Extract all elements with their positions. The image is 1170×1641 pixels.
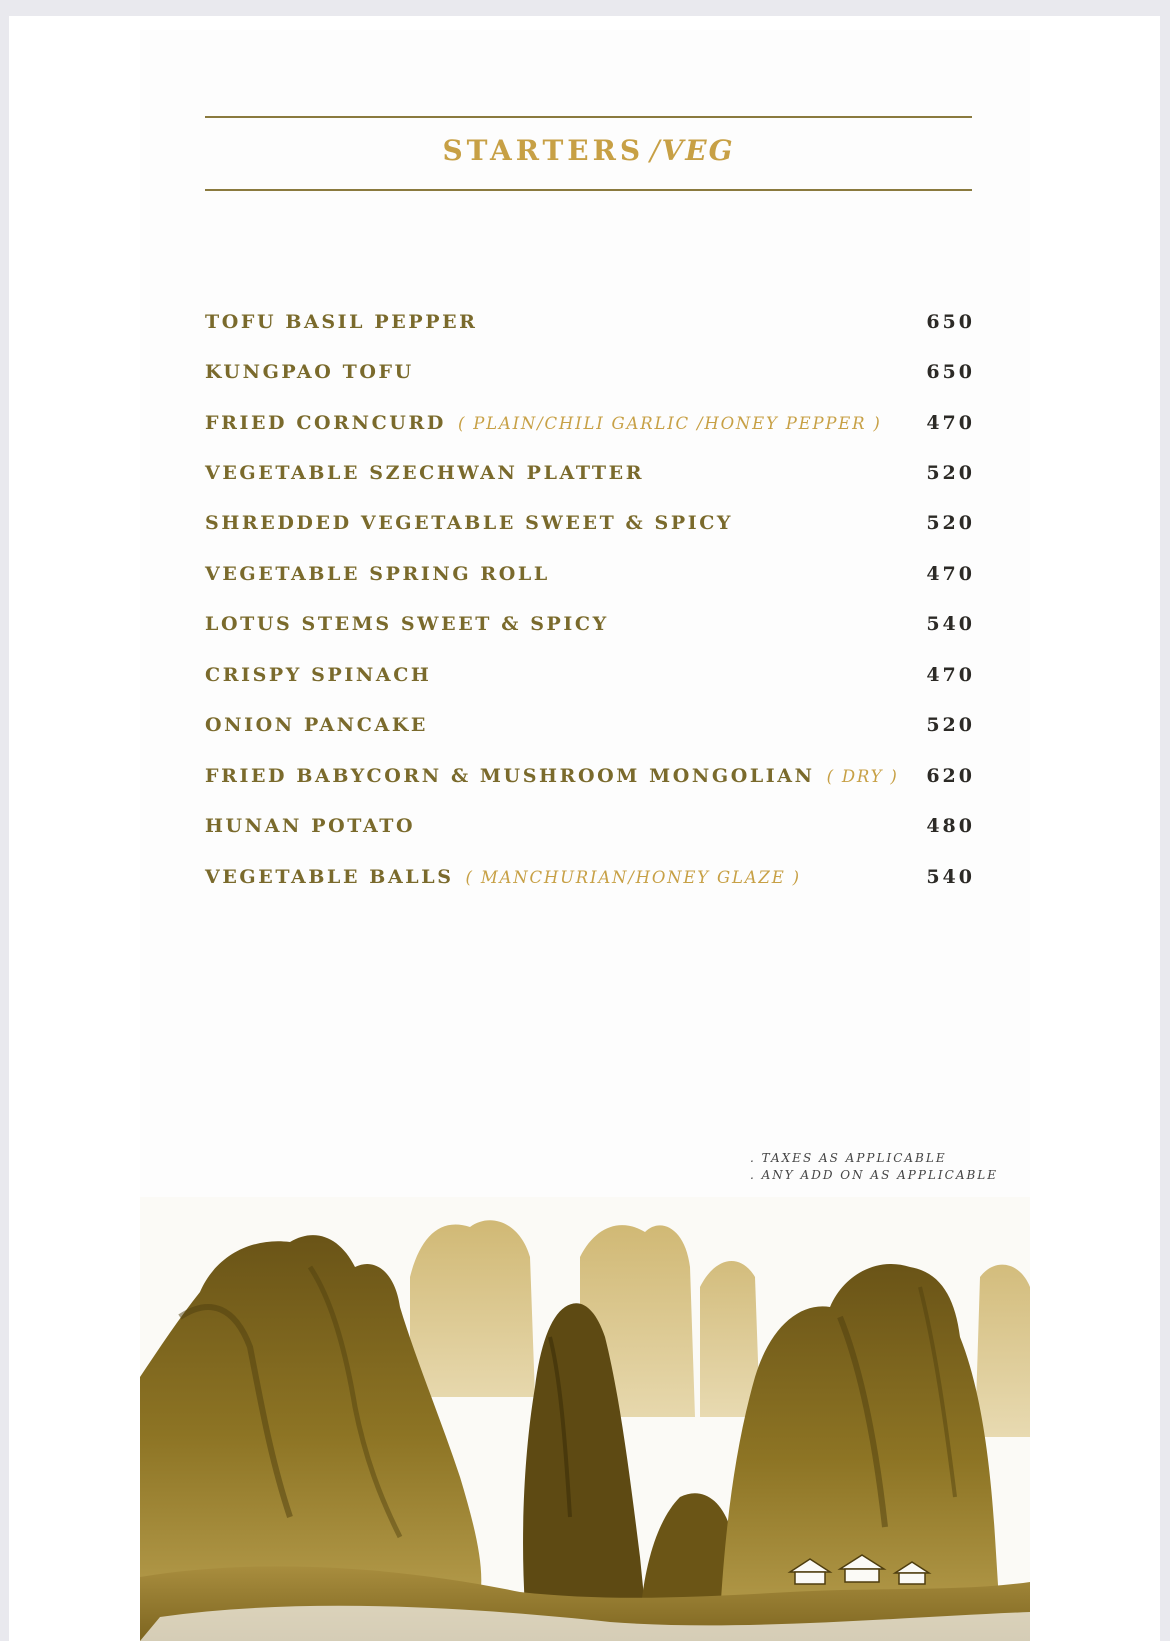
item-name: CRISPY SPINACH <box>205 664 432 686</box>
item-name: FRIED CORNCURD <box>205 412 446 434</box>
item-name: KUNGPAO TOFU <box>205 361 414 383</box>
item-price: 520 <box>926 714 975 736</box>
item-price: 470 <box>926 664 975 686</box>
menu-item <box>205 458 975 488</box>
menu-item <box>205 408 975 438</box>
footnote-taxes: . TAXES AS APPLICABLE <box>750 1151 947 1165</box>
item-price: 520 <box>926 462 975 484</box>
header-top-rule <box>205 116 972 118</box>
item-price: 540 <box>926 866 975 888</box>
menu-item <box>205 811 975 841</box>
section-subtitle: VEG <box>661 134 735 167</box>
title-slash: / <box>650 134 660 167</box>
item-name: ONION PANCAKE <box>205 714 429 736</box>
ink-mountain-painting <box>140 1197 1030 1641</box>
menu-item <box>205 862 975 892</box>
item-price: 480 <box>926 815 975 837</box>
item-name: TOFU BASIL PEPPER <box>205 311 478 333</box>
item-note: ( DRY ) <box>826 766 899 786</box>
footnotes <box>750 1150 998 1184</box>
item-price: 650 <box>926 361 975 383</box>
footnote-add-on: . ANY ADD ON AS APPLICABLE <box>750 1168 999 1182</box>
menu-item <box>205 609 975 639</box>
menu-item <box>205 357 975 387</box>
item-name: FRIED BABYCORN & MUSHROOM MONGOLIAN <box>205 765 815 787</box>
menu-item <box>205 710 975 740</box>
section-title <box>205 134 972 167</box>
section-title-text: STARTERS <box>442 134 645 167</box>
menu-item <box>205 559 975 589</box>
item-price: 620 <box>926 765 975 787</box>
item-name: VEGETABLE BALLS <box>205 866 454 888</box>
item-name: VEGETABLE SZECHWAN PLATTER <box>205 462 645 484</box>
menu-item <box>205 307 975 337</box>
item-price: 650 <box>926 311 975 333</box>
item-name: VEGETABLE SPRING ROLL <box>205 563 550 585</box>
item-note: ( PLAIN/CHILI GARLIC /HONEY PEPPER ) <box>457 413 882 433</box>
menu-item <box>205 508 975 538</box>
item-price: 470 <box>926 412 975 434</box>
menu-item <box>205 761 975 791</box>
item-price: 540 <box>926 613 975 635</box>
item-name: SHREDDED VEGETABLE SWEET & SPICY <box>205 512 734 534</box>
item-price: 470 <box>926 563 975 585</box>
item-name: HUNAN POTATO <box>205 815 416 837</box>
item-note: ( MANCHURIAN/HONEY GLAZE ) <box>465 867 801 887</box>
header-bottom-rule <box>205 189 972 191</box>
menu-item <box>205 660 975 690</box>
item-name: LOTUS STEMS SWEET & SPICY <box>205 613 609 635</box>
item-price: 520 <box>926 512 975 534</box>
